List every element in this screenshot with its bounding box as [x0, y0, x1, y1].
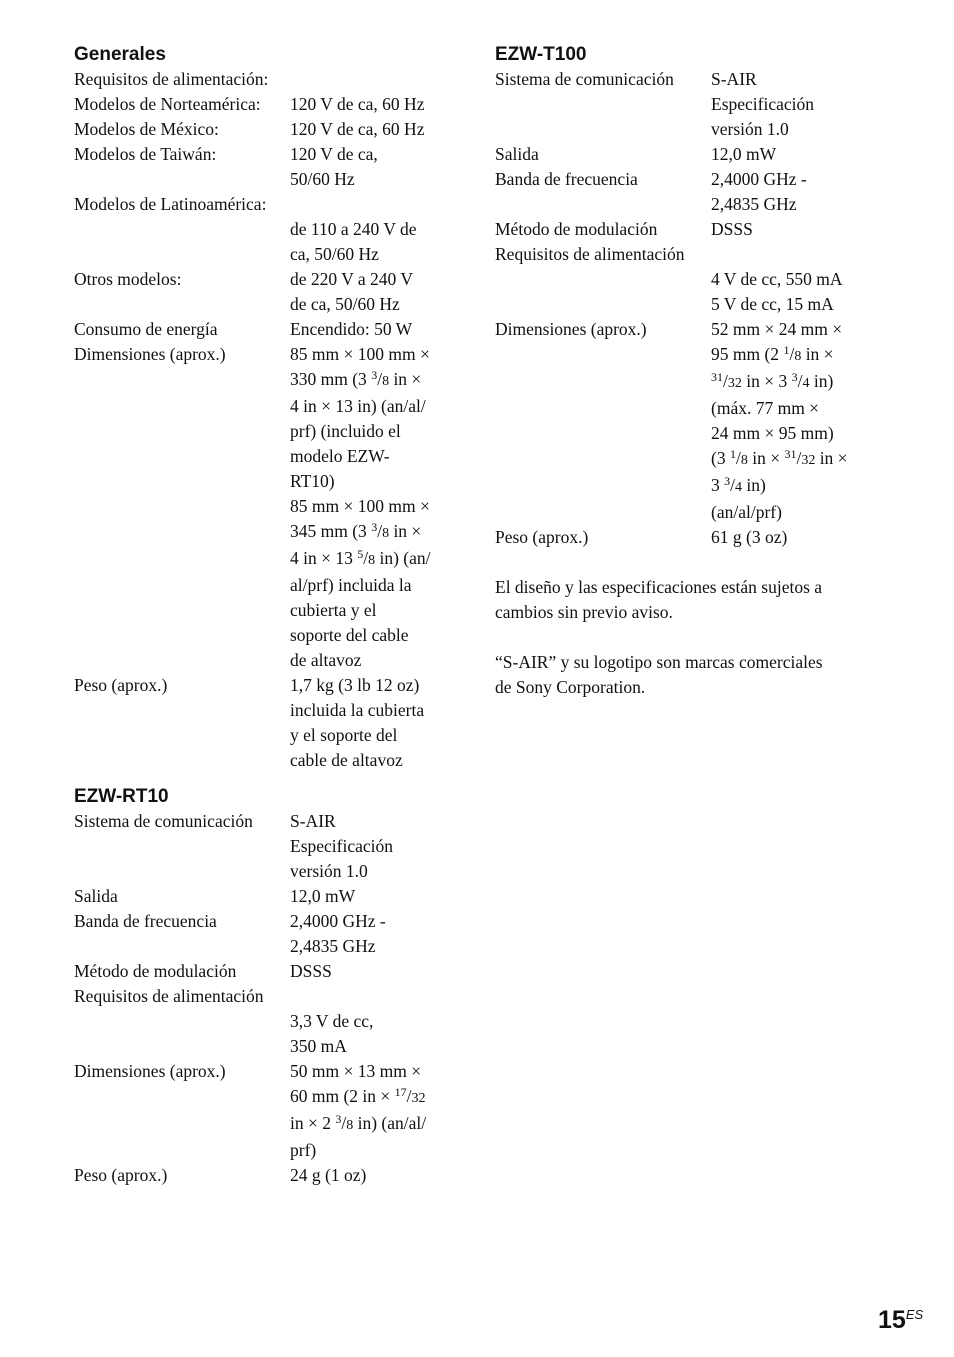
spec-row [74, 267, 431, 317]
spec-value-line: S-AIR [290, 811, 336, 831]
spec-value-line: prf) [290, 1140, 317, 1160]
spec-value-line: DSSS [711, 219, 753, 239]
section-title-generales: Generales [74, 44, 166, 65]
spec-value [290, 342, 431, 673]
spec-label: Salida [495, 144, 539, 164]
trademark-notice-line: “S-AIR” y su logotipo son marcas comerciales [495, 652, 823, 672]
spec-row [495, 217, 848, 242]
spec-value-line: 120 V de ca, 60 Hz [290, 94, 425, 114]
spec-value-line: modelo EZW- [290, 446, 390, 466]
spec-label: Consumo de energía [74, 319, 218, 339]
spec-label: Modelos de México: [74, 119, 219, 139]
spec-table-generales [74, 67, 431, 773]
spec-value-line: cubierta y el [290, 600, 377, 620]
spec-value-line: 24 mm × 95 mm) [711, 423, 834, 443]
spec-value-line: 2,4835 GHz [290, 936, 376, 956]
spec-value [290, 809, 426, 884]
spec-value-line: in × 2 $^3$/8 in) (an/al/ [290, 1112, 427, 1133]
spec-value-line: (máx. 77 mm × [711, 398, 820, 418]
spec-row [74, 1009, 426, 1059]
spec-value-line: prf) (incluido el [290, 421, 401, 441]
spec-value-line: 12,0 mW [711, 144, 777, 164]
spec-value [711, 525, 848, 550]
spec-value-line: 85 mm × 100 mm × [290, 496, 430, 516]
spec-value-line: 330 mm (3 $^3$/8 in × [290, 368, 422, 389]
spec-value-line: de altavoz [290, 650, 362, 670]
spec-row [74, 317, 431, 342]
spec-label: Método de modulación [74, 961, 237, 981]
spec-value [290, 92, 431, 117]
spec-value-line: Encendido: 50 W [290, 319, 413, 339]
spec-value-line: ca, 50/60 Hz [290, 244, 379, 264]
spec-table-ezw-t100 [495, 67, 848, 550]
spec-value-line: 2,4000 GHz - [711, 169, 807, 189]
spec-value-line: 4 in × 13 in) (an/al/ [290, 396, 426, 416]
spec-label: Requisitos de alimentación: [74, 69, 269, 89]
spec-value-line: 120 V de ca, [290, 144, 378, 164]
spec-row [495, 142, 848, 167]
spec-label: Requisitos de alimentación [74, 986, 264, 1006]
spec-label [74, 217, 290, 267]
spec-row [495, 317, 848, 525]
spec-value-line: de ca, 50/60 Hz [290, 294, 400, 314]
spec-value-line: (3 $^1$/8 in × $^{31}$/32 in × [711, 447, 848, 468]
spec-value [711, 167, 848, 217]
spec-row [74, 959, 426, 984]
section-title-ezw-t100: EZW-T100 [495, 44, 587, 65]
spec-row [74, 884, 426, 909]
spec-value [290, 217, 431, 267]
spec-row [74, 117, 431, 142]
spec-value-line: Especificación [711, 94, 815, 114]
spec-value-line: versión 1.0 [711, 119, 789, 139]
spec-row [74, 142, 431, 192]
spec-table-ezw-rt10 [74, 809, 426, 1188]
spec-value-line: 52 mm × 24 mm × [711, 319, 843, 339]
section-generales [74, 42, 454, 773]
spec-value [290, 1163, 426, 1188]
trademark-notice-line: de Sony Corporation. [495, 677, 646, 697]
spec-row [74, 342, 431, 673]
spec-value [290, 959, 426, 984]
spec-label: Dimensiones (aprox.) [74, 1061, 226, 1081]
spec-row [74, 192, 431, 217]
spec-row [74, 1059, 426, 1163]
spec-value [711, 217, 848, 242]
spec-label [495, 267, 711, 317]
spec-value [711, 267, 848, 317]
spec-value-line: 12,0 mW [290, 886, 356, 906]
spec-value [290, 1059, 426, 1163]
spec-value-line: 24 g (1 oz) [290, 1165, 367, 1185]
spec-value-line: soporte del cable [290, 625, 409, 645]
design-notice-line: cambios sin previo aviso. [495, 602, 673, 622]
spec-value-line: 85 mm × 100 mm × [290, 344, 430, 364]
spec-label: Banda de frecuencia [74, 911, 217, 931]
spec-row [74, 217, 431, 267]
spec-value [290, 1009, 426, 1059]
spec-label: Modelos de Taiwán: [74, 144, 217, 164]
spec-value [711, 317, 848, 525]
spec-label: Dimensiones (aprox.) [495, 319, 647, 339]
spec-value-line: al/prf) incluida la [290, 575, 412, 595]
spec-row [495, 242, 848, 267]
spec-value [290, 117, 431, 142]
spec-value-line: 350 mA [290, 1036, 347, 1056]
spec-value [290, 673, 431, 773]
spec-label: Banda de frecuencia [495, 169, 638, 189]
page-number [878, 1300, 923, 1335]
spec-label: Otros modelos: [74, 269, 182, 289]
design-notice [495, 575, 875, 625]
spec-value-line: 60 mm (2 in × $^{17}$/32 [290, 1085, 426, 1106]
spec-value-line: 3 $^3$/4 in) [711, 474, 766, 495]
spec-row [495, 267, 848, 317]
spec-value-line: 4 in × 13 $^5$/8 in) (an/ [290, 547, 431, 568]
section-ezw-t100 [495, 42, 875, 550]
spec-value-line: incluida la cubierta [290, 700, 425, 720]
spec-value-line: y el soporte del [290, 725, 398, 745]
page-number-value: 15 [878, 1306, 906, 1334]
spec-label: Salida [74, 886, 118, 906]
spec-value [290, 317, 431, 342]
spec-row [74, 984, 426, 1009]
spec-label: Modelos de Latinoamérica: [74, 194, 267, 214]
spec-value-line: cable de altavoz [290, 750, 403, 770]
spec-value-line: 2,4000 GHz - [290, 911, 386, 931]
spec-label: Sistema de comunicación [74, 811, 253, 831]
right-column [495, 42, 875, 700]
spec-value [290, 909, 426, 959]
spec-value-line: 3,3 V de cc, [290, 1011, 374, 1031]
spec-value-line: DSSS [290, 961, 332, 981]
design-notice-line: El diseño y las especificaciones están sujetos a [495, 577, 823, 597]
spec-row [495, 67, 848, 142]
spec-label: Peso (aprox.) [495, 527, 589, 547]
spec-label: Sistema de comunicación [495, 69, 674, 89]
spec-label: Requisitos de alimentación [495, 244, 685, 264]
spec-value-line: Especificación [290, 836, 394, 856]
spec-row [74, 92, 431, 117]
spec-value-line: 5 V de cc, 15 mA [711, 294, 834, 314]
spec-value-line: de 110 a 240 V de [290, 219, 417, 239]
spec-value [711, 67, 848, 142]
trademark-notice [495, 650, 875, 700]
section-ezw-rt10 [74, 784, 454, 1188]
spec-row [74, 1163, 426, 1188]
left-column [74, 42, 454, 1188]
spec-value-line: S-AIR [711, 69, 757, 89]
spec-value-line: RT10) [290, 471, 335, 491]
spec-label: Peso (aprox.) [74, 675, 168, 695]
spec-label: Modelos de Norteamérica: [74, 94, 261, 114]
spec-value-line: 345 mm (3 $^3$/8 in × [290, 520, 422, 541]
spec-value-line: versión 1.0 [290, 861, 368, 881]
spec-value-line: 1,7 kg (3 lb 12 oz) [290, 675, 420, 695]
spec-row [495, 525, 848, 550]
spec-value-line: de 220 V a 240 V [290, 269, 413, 289]
spec-row [74, 809, 426, 884]
spec-value-line: 50 mm × 13 mm × [290, 1061, 422, 1081]
spec-value-line: 61 g (3 oz) [711, 527, 788, 547]
page-language-code: ES [905, 1307, 924, 1322]
spec-value-line: 2,4835 GHz [711, 194, 797, 214]
spec-value [290, 142, 431, 192]
spec-label: Dimensiones (aprox.) [74, 344, 226, 364]
spec-value-line: 120 V de ca, 60 Hz [290, 119, 425, 139]
spec-value-line: 50/60 Hz [290, 169, 355, 189]
spec-row [74, 673, 431, 773]
spec-value-line: 95 mm (2 $^1$/8 in × [711, 343, 834, 364]
spec-row [74, 67, 431, 92]
spec-label: Peso (aprox.) [74, 1165, 168, 1185]
spec-row [74, 909, 426, 959]
spec-value-line: 4 V de cc, 550 mA [711, 269, 843, 289]
spec-label: Método de modulación [495, 219, 658, 239]
spec-value-line: (an/al/prf) [711, 502, 782, 522]
spec-value [290, 267, 431, 317]
spec-value [711, 142, 848, 167]
spec-value-line: $^{31}$/32 in × 3 $^3$/4 in) [711, 370, 834, 391]
spec-row [495, 167, 848, 217]
section-title-ezw-rt10: EZW-RT10 [74, 786, 169, 807]
spec-label [74, 1009, 290, 1059]
spec-value [290, 884, 426, 909]
